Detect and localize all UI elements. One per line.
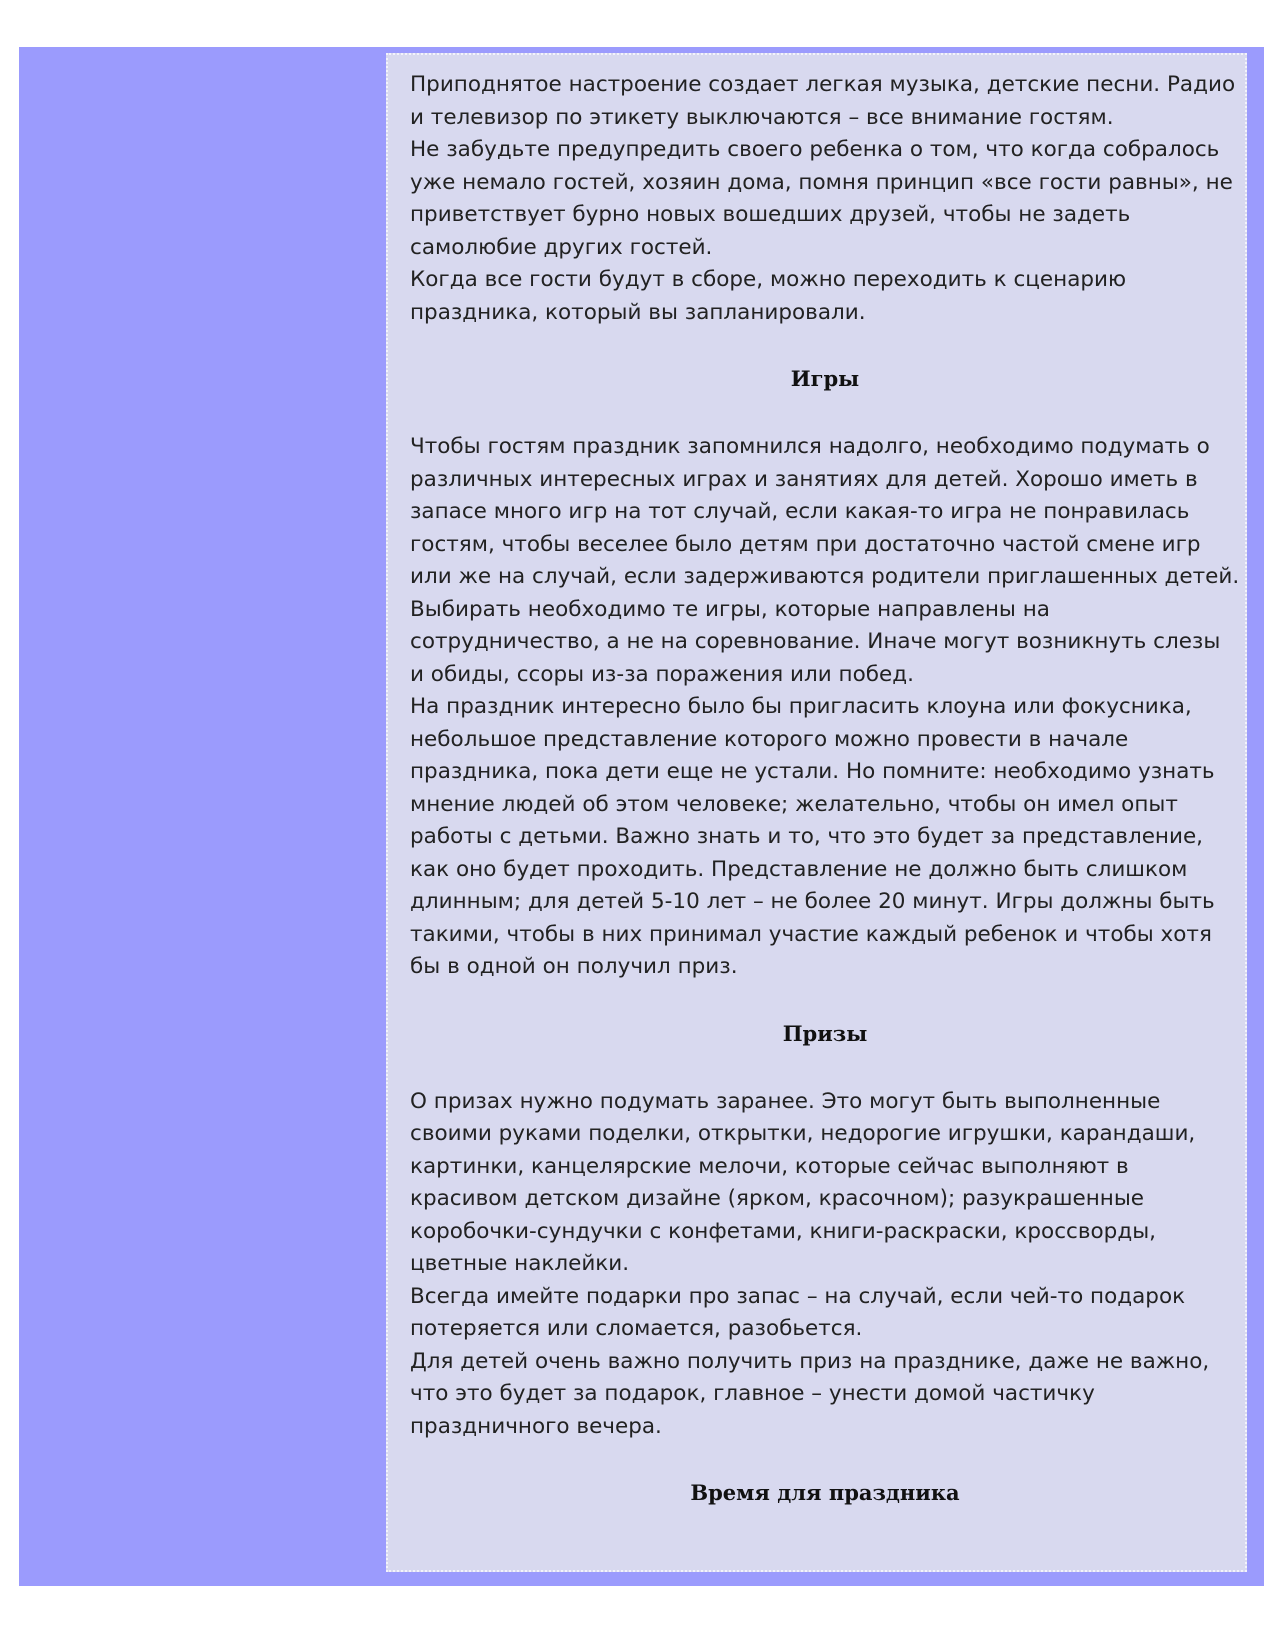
paragraph: Приподнятое настроение создает легкая музыка, детские песни. Радио и телевизор по этикету выключаются – все внимание гостям. — [410, 72, 1236, 130]
paragraph: Чтобы гостям праздник запомнился надолго, необходимо подумать о различных интересных играх и занятиях для детей. Хорошо иметь в запасе много игр на тот случай, если какая-то игра не понравилась гостям, чтобы веселее было детям при достаточно частой смене игр или же на случай, если задерживаются родители приглашенных детей. — [410, 434, 1240, 589]
section-heading-games: Игры — [790, 366, 860, 391]
paragraph: Не забудьте предупредить своего ребенка о том, что когда собралось уже немало гостей, хозяин дома, помня принцип «все гости равны», не приветствует бурно новых вошедших друзей, чтобы не задеть самолюбие других гостей. — [410, 137, 1233, 260]
paragraph: Для детей очень важно получить приз на празднике, даже не важно, что это будет за подарок, главное – унести домой частичку праздничного вечера. — [410, 1348, 1210, 1439]
page-frame — [19, 47, 1264, 1586]
section-heading-time: Время для праздника — [690, 1480, 960, 1505]
paragraph: На праздник интересно было бы пригласить клоуна или фокусника, небольшое представление которого можно провести в начале праздника, пока дети еще не устали. Но помните: необходимо узнать мнение людей об этом человеке; желательно, чтобы он имел опыт работы с детьми. Важно знать и то, что это будет за представление, как оно будет проходить. Представление не должно быть слишком длинным; для детей 5-10 лет – не более 20 минут. Игры должны быть такими, чтобы в них принимал участие каждый ребенок и чтобы хотя бы в одной он получил приз. — [410, 694, 1215, 979]
paragraph: Всегда имейте подарки про запас – на случай, если чей-то подарок потеряется или сломается, разобьется. — [410, 1283, 1186, 1341]
paragraph: О призах нужно подумать заранее. Это могут быть выполненные своими руками поделки, открытки, недорогие игрушки, карандаши, картинки, канцелярские мелочи, которые сейчас выполняют в красивом детском дизайне (ярком, красочном); разукрашенные коробочки-сундучки с конфетами, книги-раскраски, кроссворды, цветные наклейки. — [410, 1088, 1196, 1276]
paragraph: Когда все гости будут в сборе, можно переходить к сценарию праздника, который вы запланировали. — [410, 267, 1127, 325]
paragraph: Выбирать необходимо те игры, которые направлены на сотрудничество, а не на соревнование. Иначе могут возникнуть слезы и обиды, ссоры из-за поражения или побед. — [410, 596, 1221, 687]
text-panel — [386, 53, 1247, 1572]
section-heading-prizes: Призы — [782, 1020, 868, 1046]
article-body — [410, 69, 1240, 1509]
